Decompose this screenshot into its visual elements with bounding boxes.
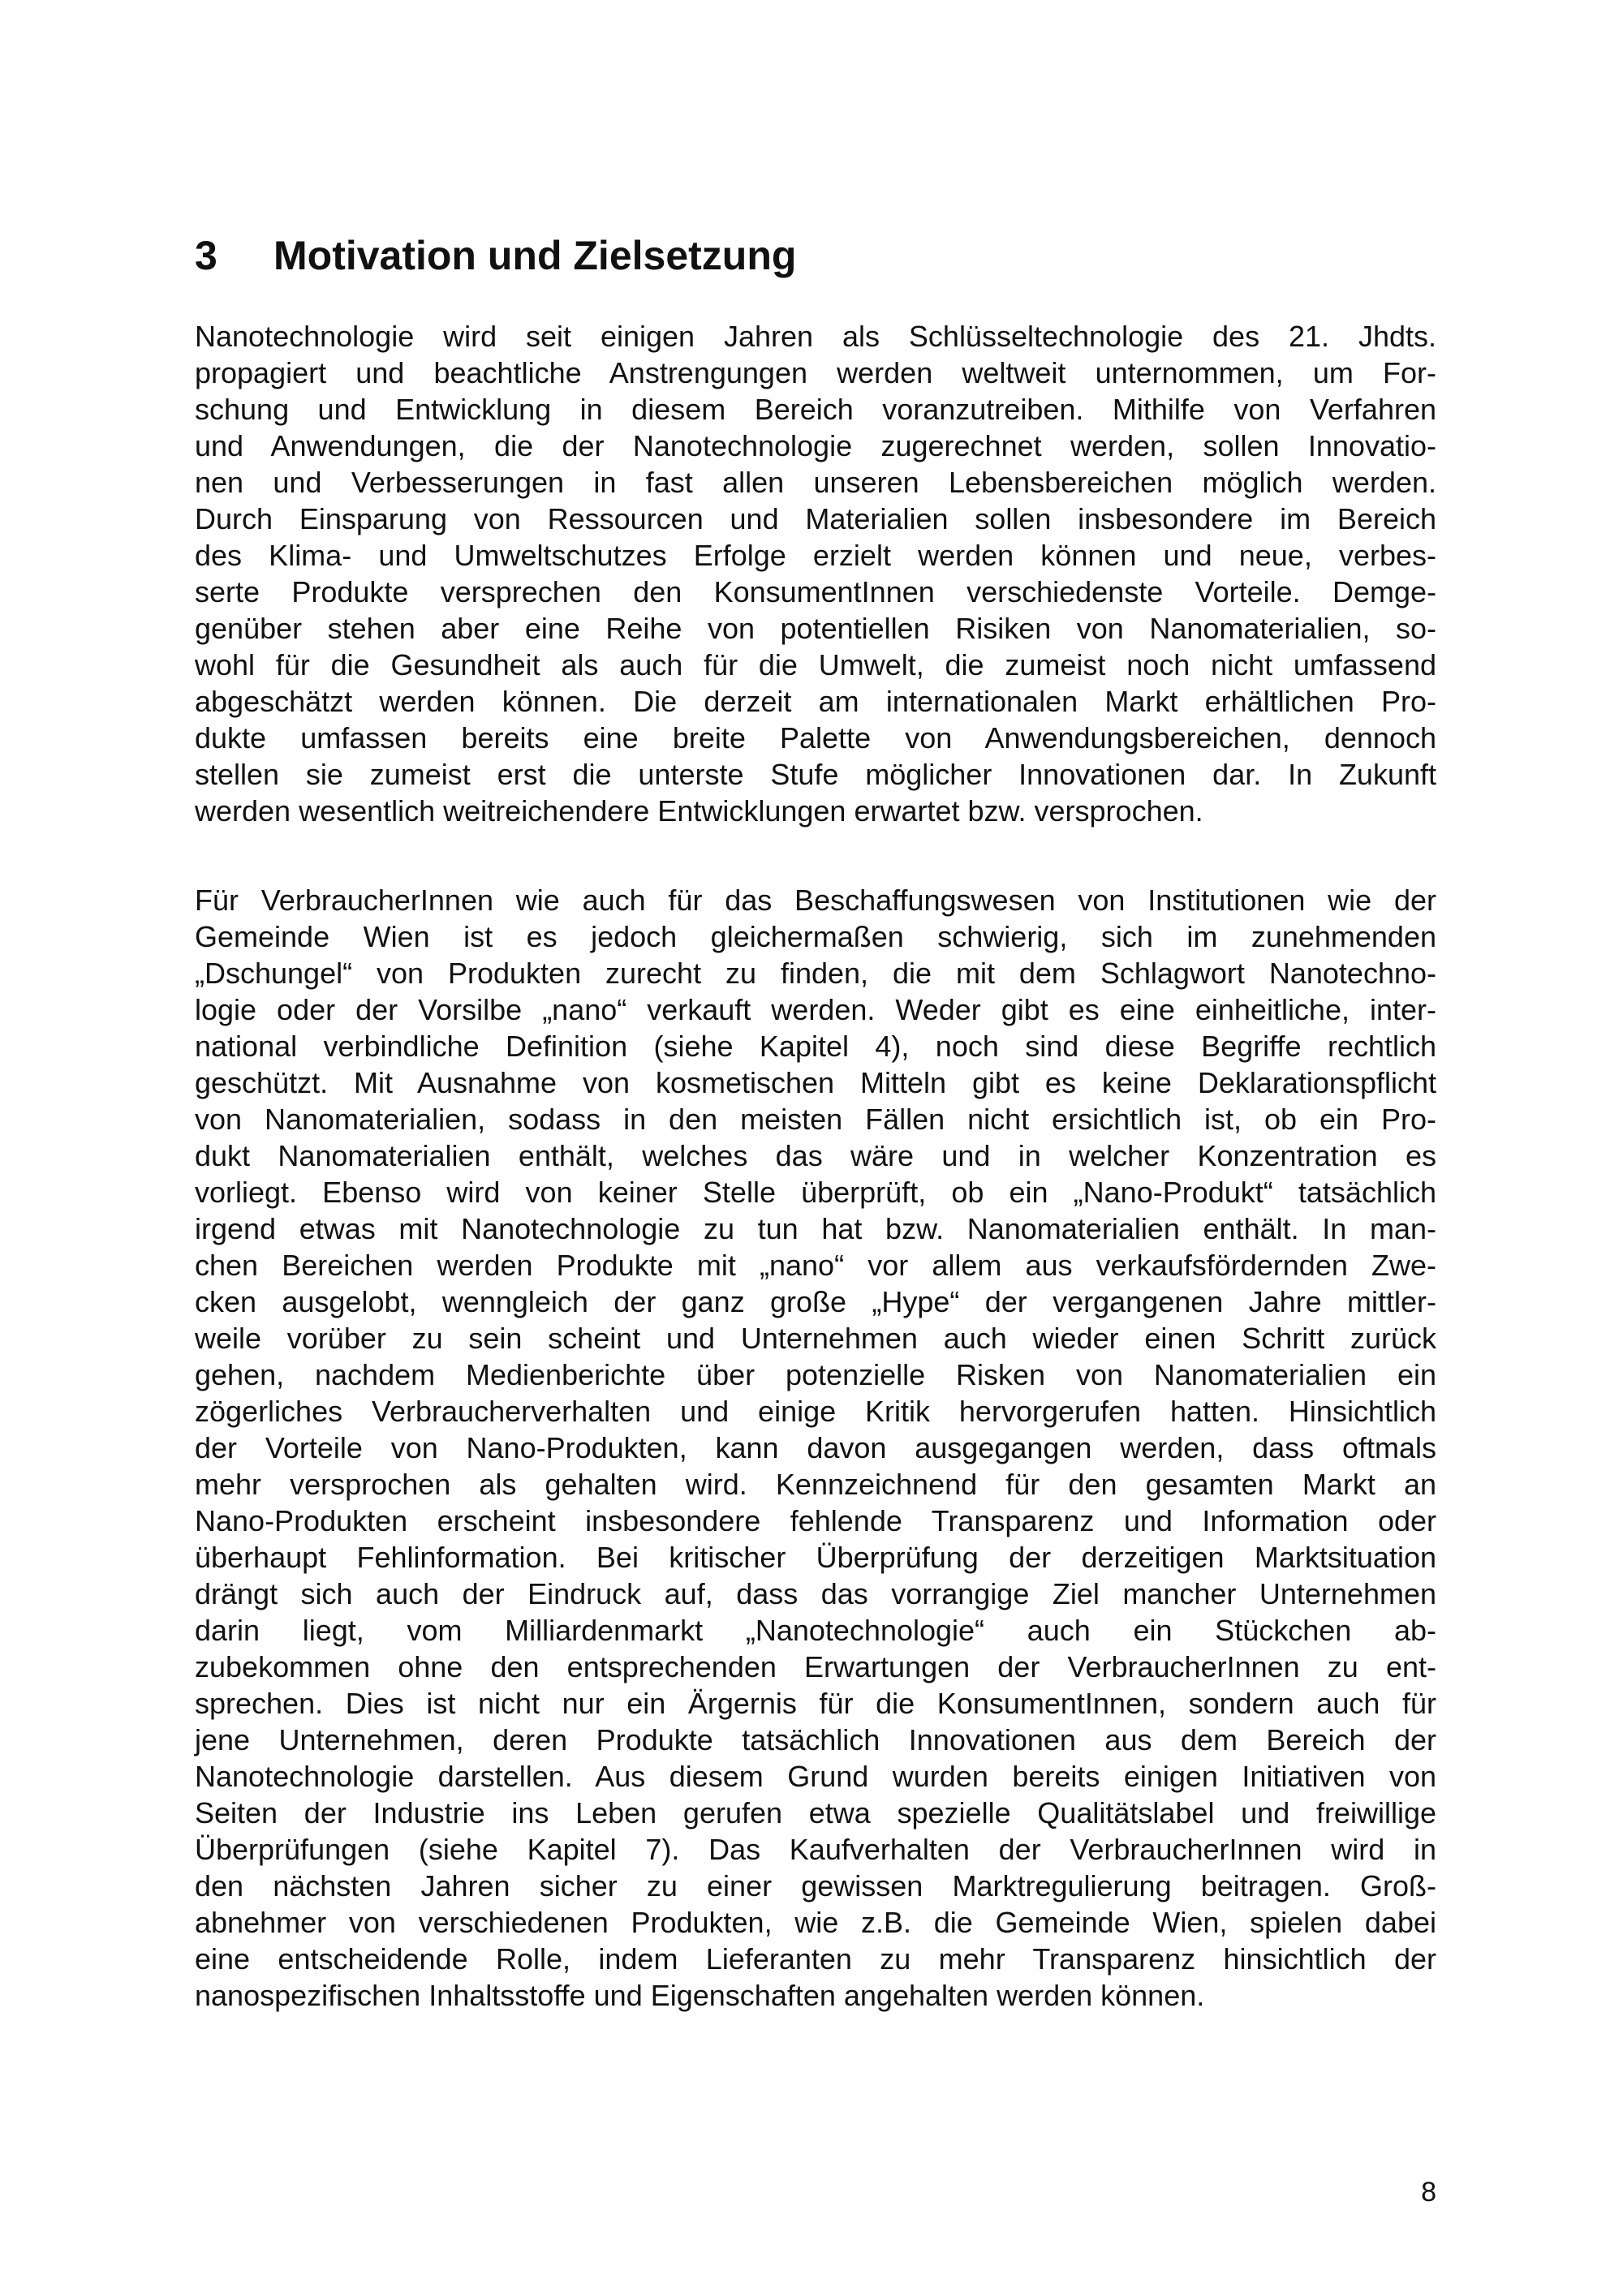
text-line: überhaupt Fehlinformation. Bei kritischer Überprüfung der derzeitigen Marktsituation xyxy=(195,1541,1436,1574)
text-line: cken ausgelobt, wenngleich der ganz große „Hype“ der vergangenen Jahre mittler- xyxy=(195,1285,1436,1318)
text-line: Nanotechnologie wird seit einigen Jahren als Schlüsseltechnologie des 21. Jhdts. xyxy=(195,320,1436,353)
text-line: Seiten der Industrie ins Leben gerufen etwa spezielle Qualitätslabel und freiwillige xyxy=(195,1796,1436,1829)
text-line: „Dschungel“ von Produkten zurecht zu finden, die mit dem Schlagwort Nanotechno- xyxy=(195,957,1436,990)
page-number: 8 xyxy=(1421,2177,1436,2208)
section-number: 3 xyxy=(195,233,217,278)
text-line: gehen, nachdem Medienberichte über potenzielle Risken von Nanomaterialien ein xyxy=(195,1358,1436,1391)
text-line: chen Bereichen werden Produkte mit „nano“ vor allem aus verkaufsfördernden Zwe- xyxy=(195,1249,1436,1282)
text-line: drängt sich auch der Eindruck auf, dass das vorrangige Ziel mancher Unternehmen xyxy=(195,1577,1436,1610)
text-line: jene Unternehmen, deren Produkte tatsächlich Innovationen aus dem Bereich der xyxy=(195,1723,1436,1756)
text-line: nen und Verbesserungen in fast allen unseren Lebensbereichen möglich werden. xyxy=(195,466,1436,499)
text-line: der Vorteile von Nano-Produkten, kann davon ausgegangen werden, dass oftmals xyxy=(195,1431,1436,1464)
text-line: stellen sie zumeist erst die unterste Stufe möglicher Innovationen dar. In Zukunft xyxy=(195,758,1436,791)
text-line: Nano-Produkten erscheint insbesondere fehlende Transparenz und Information oder xyxy=(195,1504,1436,1537)
text-line: national verbindliche Definition (siehe Kapitel 4), noch sind diese Begriffe rechtlich xyxy=(195,1030,1436,1063)
text-line: weile vorüber zu sein scheint und Unternehmen auch wieder einen Schritt zurück xyxy=(195,1322,1436,1355)
text-line: abnehmer von verschiedenen Produkten, wie z.B. die Gemeinde Wien, spielen dabei xyxy=(195,1906,1436,1939)
text-line: von Nanomaterialien, sodass in den meisten Fällen nicht ersichtlich ist, ob ein Pro- xyxy=(195,1103,1436,1136)
text-line: eine entscheidende Rolle, indem Lieferanten zu mehr Transparenz hinsichtlich der xyxy=(195,1942,1436,1976)
text-line: dukt Nanomaterialien enthält, welches das wäre und in welcher Konzentration es xyxy=(195,1139,1436,1172)
text-line: sprechen. Dies ist nicht nur ein Ärgernis für die KonsumentInnen, sondern auch für xyxy=(195,1687,1436,1720)
text-line: darin liegt, vom Milliardenmarkt „Nanotechnologie“ auch ein Stückchen ab- xyxy=(195,1614,1436,1647)
paragraph-2 xyxy=(195,882,1436,2014)
section-heading xyxy=(195,227,1412,284)
text-line: mehr versprochen als gehalten wird. Kennzeichnend für den gesamten Markt an xyxy=(195,1468,1436,1501)
text-line: des Klima- und Umweltschutzes Erfolge erzielt werden können und neue, verbes- xyxy=(195,539,1436,572)
text-line: zubekommen ohne den entsprechenden Erwartungen der VerbraucherInnen zu ent- xyxy=(195,1650,1436,1683)
text-line: abgeschätzt werden können. Die derzeit am internationalen Markt erhältlichen Pro- xyxy=(195,685,1436,718)
text-line: werden wesentlich weitreichendere Entwicklungen erwartet bzw. versprochen. xyxy=(195,794,1203,828)
text-line: schung und Entwicklung in diesem Bereich voranzutreiben. Mithilfe von Verfahren xyxy=(195,393,1436,426)
text-line: geschützt. Mit Ausnahme von kosmetischen Mitteln gibt es keine Deklarationspflicht xyxy=(195,1066,1436,1099)
text-line: Nanotechnologie darstellen. Aus diesem Grund wurden bereits einigen Initiativen von xyxy=(195,1760,1436,1793)
section-title: Motivation und Zielsetzung xyxy=(273,233,797,278)
text-line: Für VerbraucherInnen wie auch für das Beschaffungswesen von Institutionen wie der xyxy=(195,884,1436,917)
text-line: nanospezifischen Inhaltsstoffe und Eigenschaften angehalten werden können. xyxy=(195,1979,1205,2012)
text-line: irgend etwas mit Nanotechnologie zu tun hat bzw. Nanomaterialien enthält. In man- xyxy=(195,1212,1436,1245)
text-line: genüber stehen aber eine Reihe von potentiellen Risiken von Nanomaterialien, so- xyxy=(195,612,1436,645)
text-line: wohl für die Gesundheit als auch für die Umwelt, die zumeist noch nicht umfassend xyxy=(195,648,1436,681)
paragraph-1 xyxy=(195,318,1436,829)
text-line: Gemeinde Wien ist es jedoch gleichermaßen schwierig, sich im zunehmenden xyxy=(195,920,1436,953)
text-line: logie oder der Vorsilbe „nano“ verkauft werden. Weder gibt es eine einheitliche, inter- xyxy=(195,993,1436,1026)
text-line: vorliegt. Ebenso wird von keiner Stelle überprüft, ob ein „Nano-Produkt“ tatsächlich xyxy=(195,1176,1436,1209)
text-line: propagiert und beachtliche Anstrengungen werden weltweit unternommen, um For- xyxy=(195,356,1436,389)
text-line: serte Produkte versprechen den KonsumentInnen verschiedenste Vorteile. Demge- xyxy=(195,575,1436,608)
text-line: und Anwendungen, die der Nanotechnologie zugerechnet werden, sollen Innovatio- xyxy=(195,429,1436,462)
text-line: den nächsten Jahren sicher zu einer gewissen Marktregulierung beitragen. Groß- xyxy=(195,1869,1436,1903)
text-line: zögerliches Verbraucherverhalten und einige Kritik hervorgerufen hatten. Hinsichtlich xyxy=(195,1395,1436,1428)
text-line: Durch Einsparung von Ressourcen und Materialien sollen insbesondere im Bereich xyxy=(195,502,1436,535)
text-line: dukte umfassen bereits eine breite Palette von Anwendungsbereichen, dennoch xyxy=(195,721,1436,755)
text-line: Überprüfungen (siehe Kapitel 7). Das Kaufverhalten der VerbraucherInnen wird in xyxy=(195,1833,1436,1866)
